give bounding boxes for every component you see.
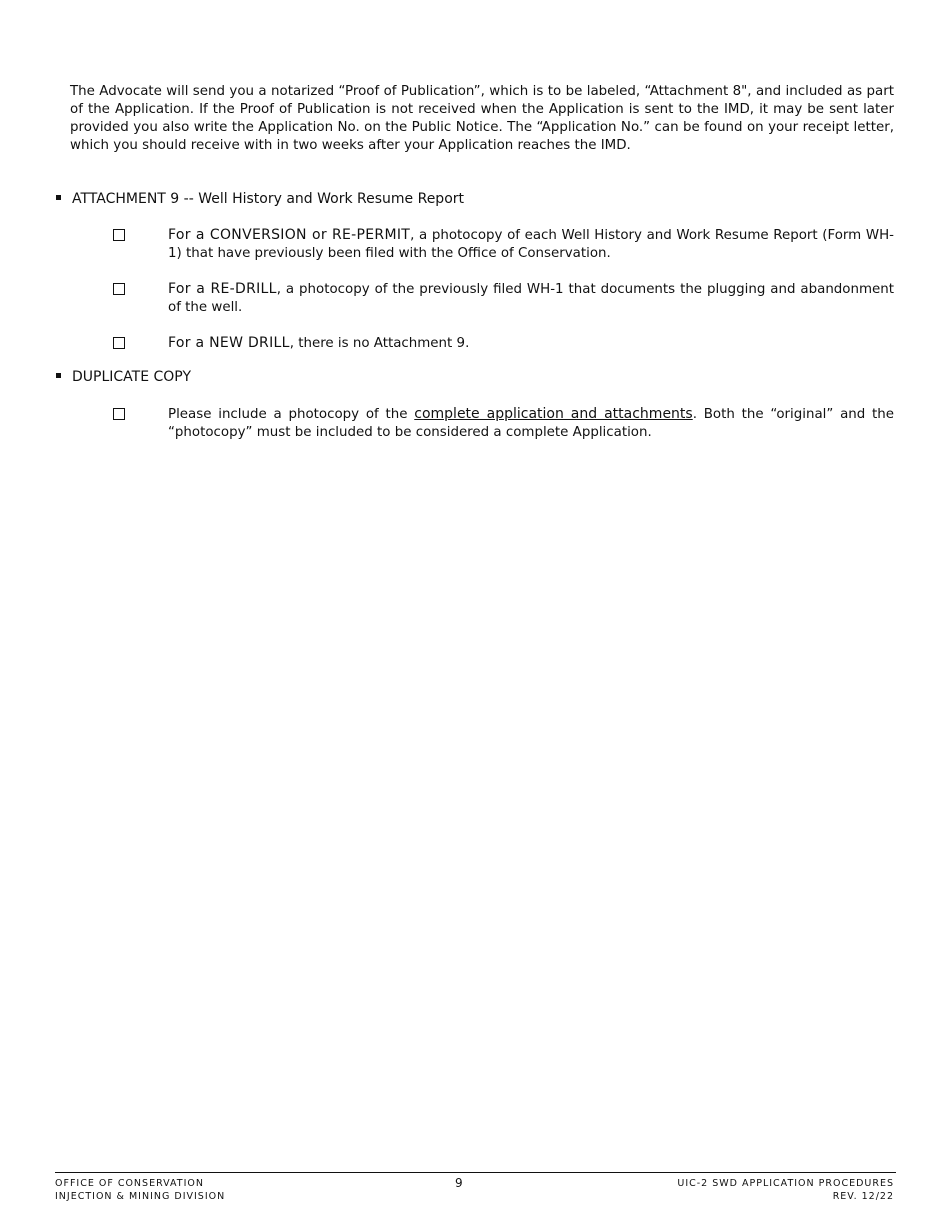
attachment9-heading xyxy=(56,190,464,208)
footer-revision: REV. 12/22 xyxy=(832,1191,894,1202)
attachment9-heading-text: ATTACHMENT 9 -- Well History and Work Resume Report xyxy=(72,191,465,207)
page-number: 9 xyxy=(455,1176,463,1190)
checkbox-conversion[interactable] xyxy=(113,229,125,241)
footer-office: OFFICE OF CONSERVATION xyxy=(55,1178,204,1189)
footer-division: INJECTION & MINING DIVISION xyxy=(55,1191,226,1202)
footer-left xyxy=(55,1177,225,1203)
item-rest: , a photocopy of the previously filed WH-1 that documents the plugging and abandonment of the well. xyxy=(168,282,895,315)
footer-divider xyxy=(55,1172,896,1173)
intro-paragraph: The Advocate will send you a notarized “Proof of Publication”, which is to be labeled, “Attachment 8", and included as part of the Application. If the Proof of Publication is not received when the Application is sent to the IMD, it may be sent later provided you also write the Application No. on the Public Notice. The “Application No.” can be found on your receipt letter, which you should receive with in two weeks after your Application reaches the IMD. xyxy=(70,84,894,153)
item-rest: , there is no Attachment 9. xyxy=(289,336,470,351)
item-text xyxy=(168,405,894,442)
duplicate-heading xyxy=(56,368,191,386)
bullet-icon xyxy=(56,373,61,378)
item-lead: For a NEW DRILL xyxy=(168,335,290,351)
item-text xyxy=(168,226,894,263)
item-before: Please include a photocopy of the xyxy=(168,407,415,422)
checkbox-duplicate-copy[interactable] xyxy=(113,408,125,420)
footer-right xyxy=(677,1177,894,1203)
item-lead: For a CONVERSION or RE-PERMIT xyxy=(168,227,411,243)
checkbox-new-drill[interactable] xyxy=(113,337,125,349)
item-text xyxy=(168,334,894,353)
checkbox-redrill[interactable] xyxy=(113,283,125,295)
footer-doc-title: UIC-2 SWD APPLICATION PROCEDURES xyxy=(677,1178,894,1189)
item-text xyxy=(168,280,894,317)
item-lead: For a RE-DRILL xyxy=(168,281,277,297)
item-rest: , a photocopy of each Well History and Work Resume Report (Form WH-1) that have previously been filed with the Office of Conservation. xyxy=(168,228,894,261)
item-after: . Both the “original” and the “photocopy” must be included to be considered a complete Application. xyxy=(168,407,895,440)
item-underlined: complete application and attachments xyxy=(414,406,693,422)
duplicate-heading-text: DUPLICATE COPY xyxy=(72,369,191,385)
bullet-icon xyxy=(56,195,61,200)
